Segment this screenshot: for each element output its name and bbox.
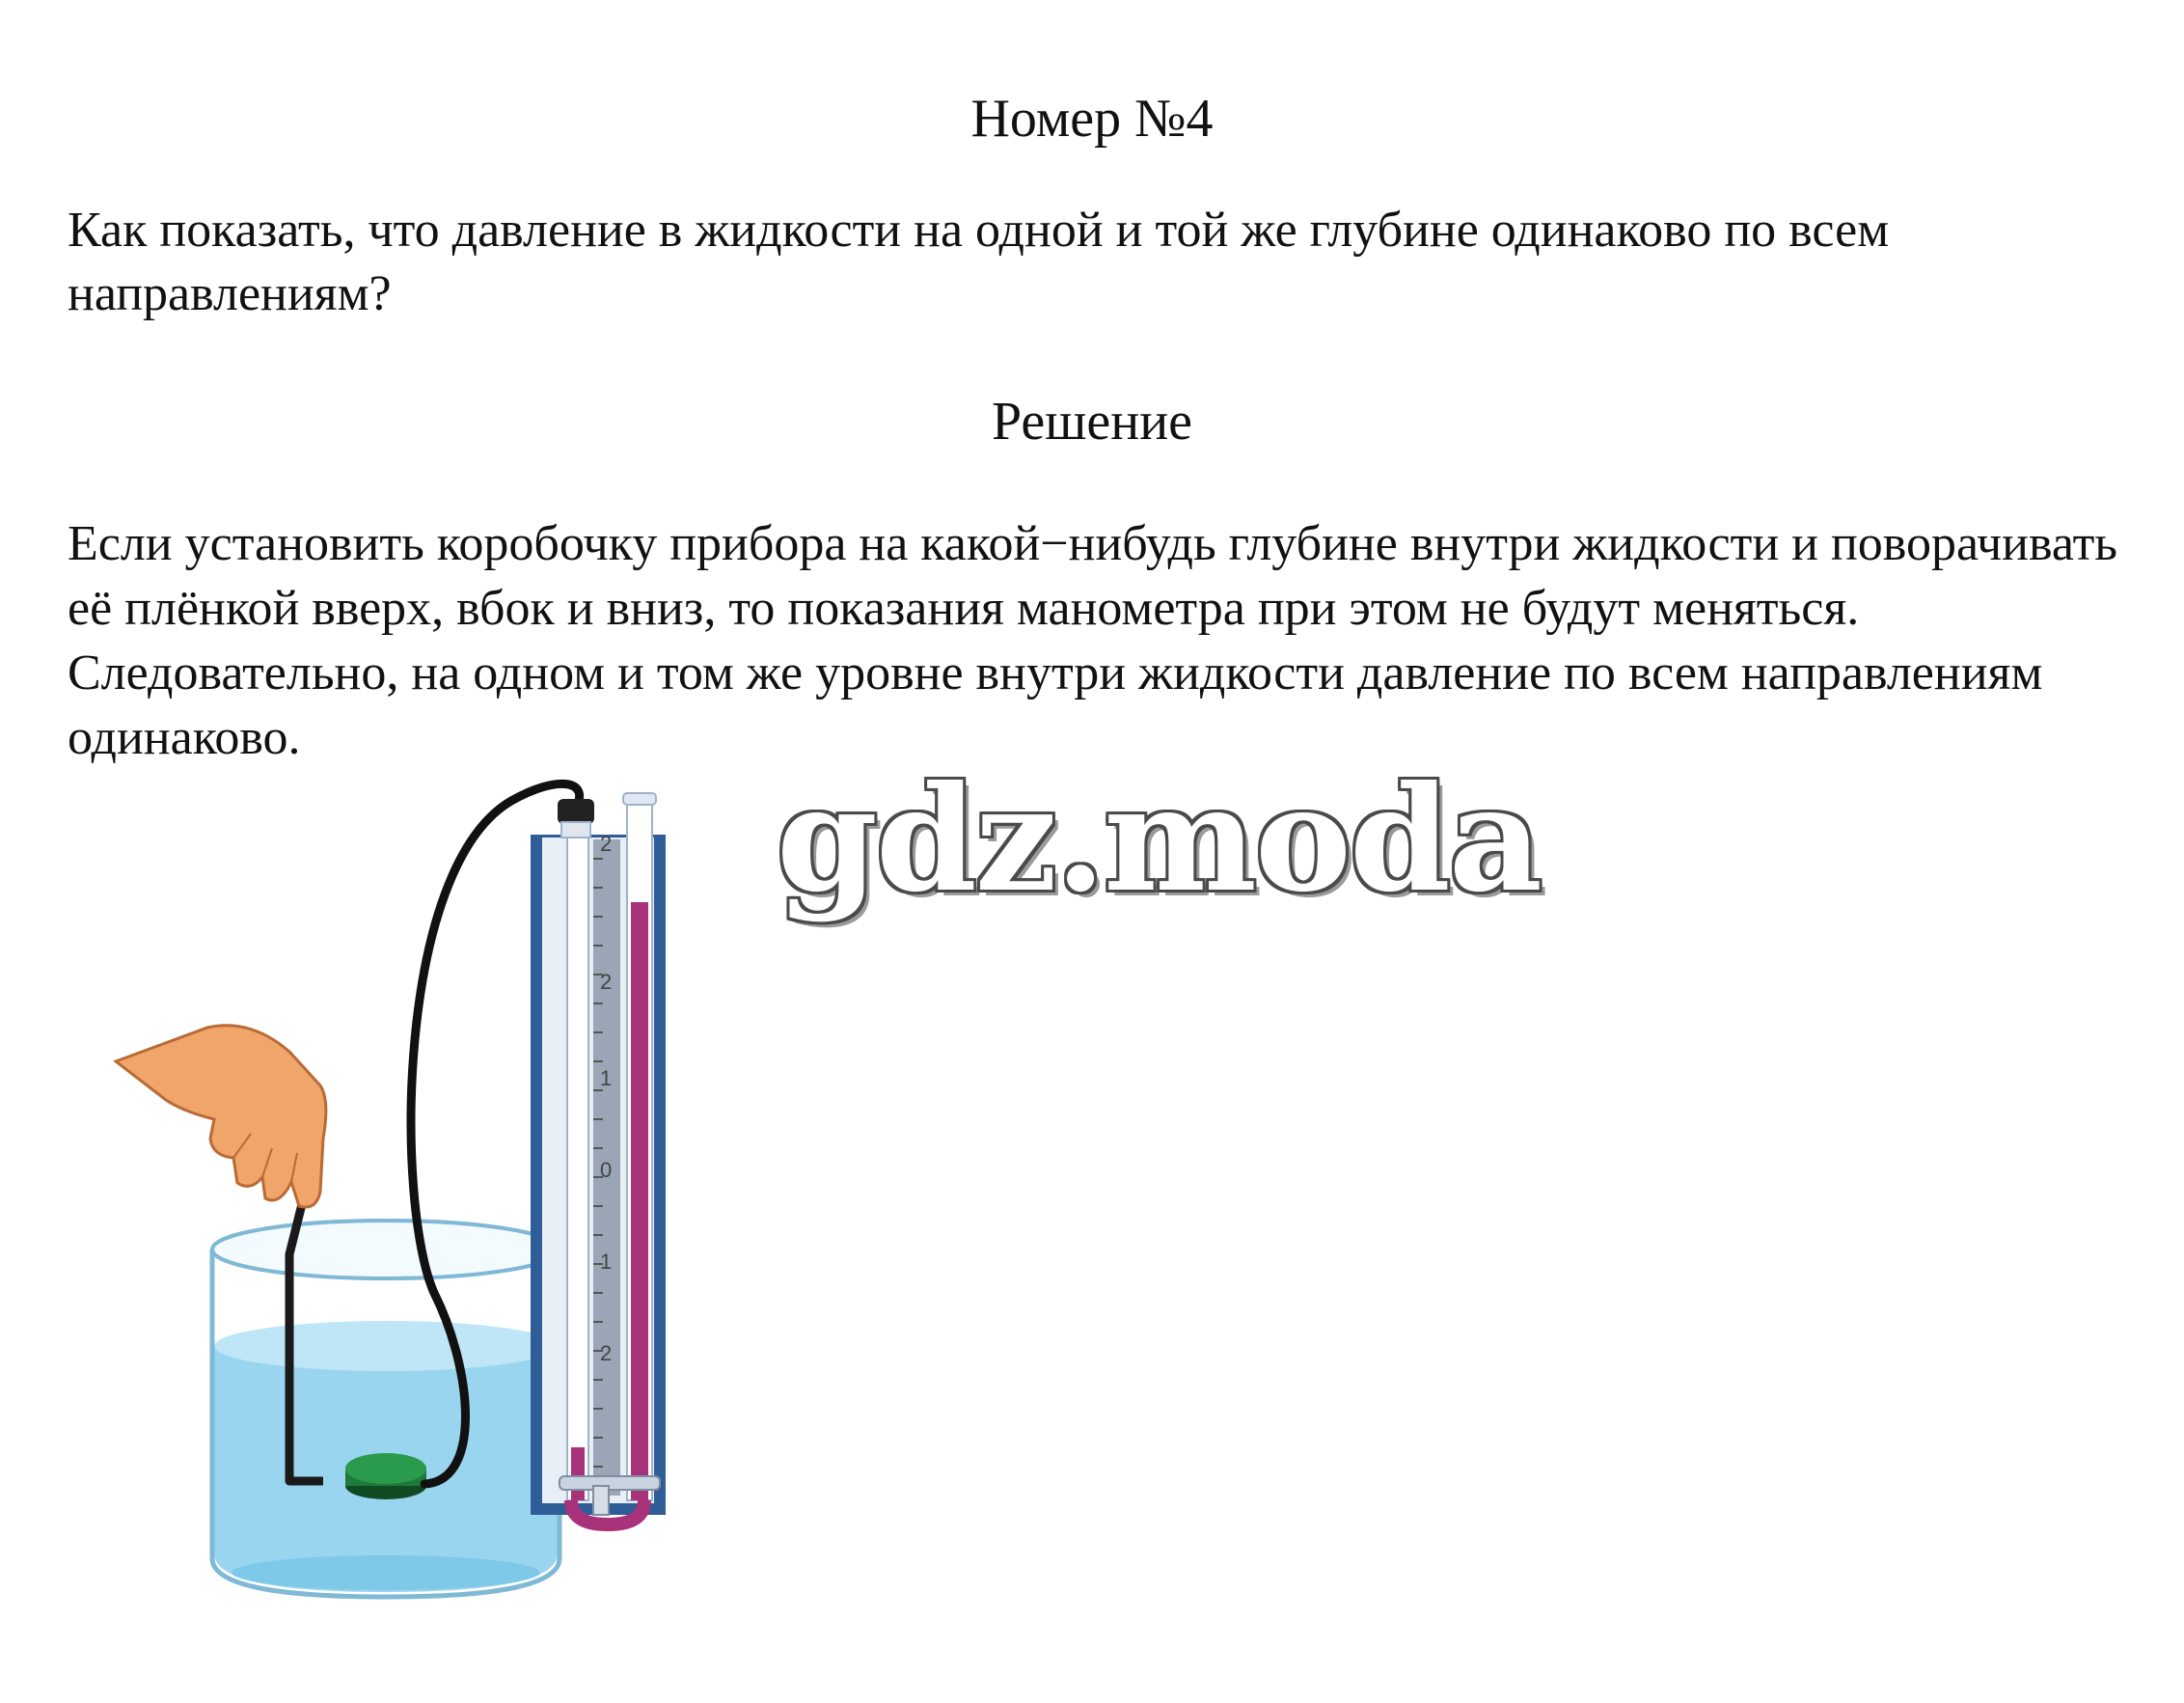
- manometer-liquid: [631, 902, 648, 1500]
- scale-label: 2: [600, 1341, 613, 1365]
- answer-text: Если установить коробочку прибора на какой−нибудь глубине внутри жидкости и поворачивать её плёнкой вверх, вбок и вниз, то показания манометра при этом не будут меняться. Следовательно, на одном и том же уровне внутри жидкости давление по всем направлениям одинаково.: [68, 516, 2118, 765]
- scale-label: 2: [600, 832, 613, 856]
- hand: [116, 1026, 326, 1207]
- scale-label: 0: [600, 1158, 613, 1182]
- manometer-illustration: [106, 753, 704, 1611]
- scale-label: 2: [600, 970, 613, 994]
- scale-label: 1: [600, 1250, 613, 1274]
- capsule-box: [345, 1453, 426, 1499]
- question-text: Как показать, что давление в жидкости на одной и той же глубине одинаково по всем направлениям?: [68, 203, 1890, 321]
- beaker: [212, 1221, 560, 1597]
- manometer: [531, 793, 666, 1524]
- page-title: Номер №4: [970, 89, 1214, 149]
- watermark-logo: gdz.moda: [777, 755, 1542, 924]
- scale-label: 1: [600, 1066, 613, 1090]
- solution-heading: Решение: [991, 392, 1193, 452]
